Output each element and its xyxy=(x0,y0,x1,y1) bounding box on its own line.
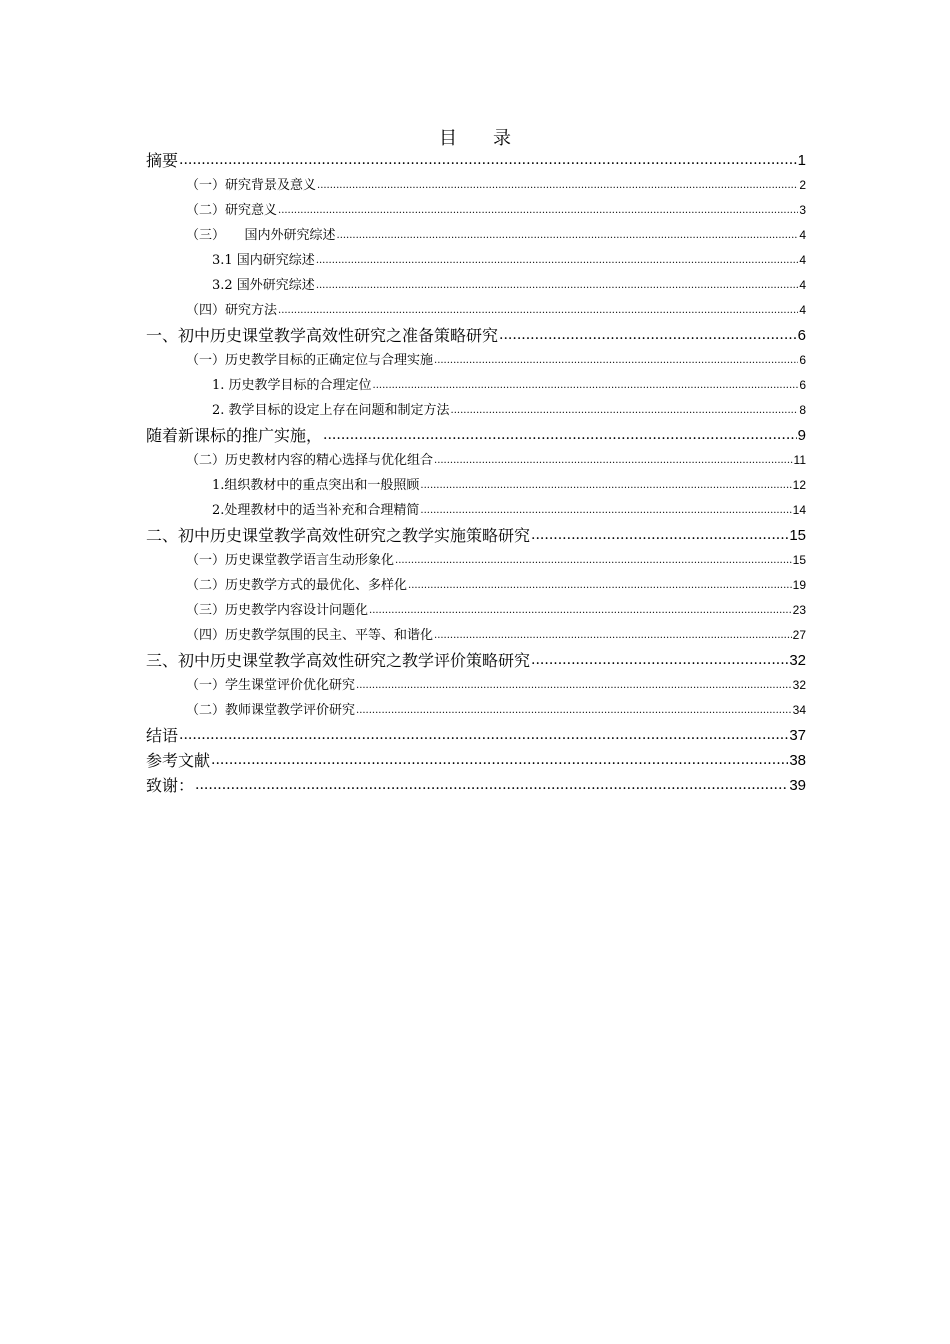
toc-dot-leader xyxy=(395,548,792,573)
toc-page-number: 39 xyxy=(789,777,806,794)
toc-entry-label: （二）研究意义 xyxy=(186,203,278,218)
toc-dot-leader xyxy=(317,173,798,198)
toc-entry[interactable] xyxy=(146,398,806,423)
toc-page-number: 4 xyxy=(799,278,806,292)
toc-page-number: 1 xyxy=(797,152,806,169)
toc-dot-leader xyxy=(356,673,792,698)
toc-page-number: 4 xyxy=(799,253,806,267)
toc-page-number: 4 xyxy=(799,303,806,317)
toc-page-number: 15 xyxy=(789,527,806,544)
toc-entry[interactable] xyxy=(146,773,806,798)
toc-entry[interactable] xyxy=(146,473,806,498)
toc-entry[interactable] xyxy=(146,623,806,648)
toc-dot-leader xyxy=(179,723,788,748)
toc-dot-leader xyxy=(337,223,799,248)
toc-entry[interactable] xyxy=(146,323,806,348)
toc-page-number: 32 xyxy=(789,652,806,669)
toc-entry-label: （二）历史教学方式的最优化、多样化 xyxy=(186,578,408,593)
toc-entry[interactable] xyxy=(146,348,806,373)
toc-entry[interactable] xyxy=(146,748,806,773)
toc-entry[interactable] xyxy=(146,673,806,698)
toc-entry[interactable] xyxy=(146,273,806,298)
toc-entry-label: （四）历史教学氛围的民主、平等、和谐化 xyxy=(186,628,434,643)
toc-dot-leader xyxy=(408,573,792,598)
toc-page-number: 32 xyxy=(792,678,806,692)
toc-entry[interactable] xyxy=(146,598,806,623)
toc-entry[interactable] xyxy=(146,548,806,573)
toc-entry-label: 二、初中历史课堂教学高效性研究之教学实施策略研究 xyxy=(146,526,531,545)
toc-entry-label: （二）教师课堂教学评价研究 xyxy=(186,703,356,718)
toc-dot-leader xyxy=(420,498,791,523)
toc-entry-label: 1. 历史教学目标的合理定位 xyxy=(212,378,372,393)
table-of-contents xyxy=(146,148,806,798)
toc-page-number: 4 xyxy=(799,228,806,242)
toc-entry[interactable] xyxy=(146,523,806,548)
toc-dot-leader xyxy=(195,773,788,798)
toc-entry-label: 1.组织教材中的重点突出和一般照顾 xyxy=(212,478,420,493)
toc-entry-label: 2.处理教材中的适当补充和合理精简 xyxy=(212,503,420,518)
toc-page-number: 11 xyxy=(793,453,806,467)
toc-entry[interactable] xyxy=(146,723,806,748)
toc-title: 目 录 xyxy=(439,128,511,149)
toc-entry-label: （一）研究背景及意义 xyxy=(186,178,317,193)
toc-entry[interactable] xyxy=(146,648,806,673)
toc-entry[interactable] xyxy=(146,448,806,473)
toc-dot-leader xyxy=(434,448,793,473)
toc-page-number: 27 xyxy=(792,628,806,642)
toc-page-number: 9 xyxy=(797,427,806,444)
toc-entry[interactable] xyxy=(146,198,806,223)
toc-dot-leader xyxy=(211,748,788,773)
toc-dot-leader xyxy=(434,623,792,648)
toc-page-number: 34 xyxy=(792,703,806,717)
toc-entry-label: 3.1 国内研究综述 xyxy=(212,253,315,268)
toc-dot-leader xyxy=(369,598,792,623)
toc-dot-leader xyxy=(531,648,788,673)
toc-entry[interactable] xyxy=(146,573,806,598)
toc-entry-label: （一）学生课堂评价优化研究 xyxy=(186,678,356,693)
toc-entry-label: 随着新课标的推广实施， xyxy=(146,426,323,445)
toc-page-number: 8 xyxy=(799,403,806,417)
toc-entry[interactable] xyxy=(146,498,806,523)
toc-entry[interactable] xyxy=(146,248,806,273)
toc-dot-leader xyxy=(356,698,792,723)
toc-entry-label: 三、初中历史课堂教学高效性研究之教学评价策略研究 xyxy=(146,651,531,670)
toc-dot-leader xyxy=(373,373,799,398)
toc-page-number: 38 xyxy=(789,752,806,769)
toc-dot-leader xyxy=(278,298,798,323)
toc-dot-leader xyxy=(316,248,799,273)
toc-dot-leader xyxy=(531,523,788,548)
toc-page-number: 12 xyxy=(792,478,806,492)
toc-entry-label: （一）历史教学目标的正确定位与合理实施 xyxy=(186,353,434,368)
toc-page-number: 15 xyxy=(792,553,806,567)
toc-entry[interactable] xyxy=(146,173,806,198)
toc-entry-label: 参考文献 xyxy=(146,751,211,770)
toc-entry-label: 摘要 xyxy=(146,151,179,170)
toc-entry[interactable] xyxy=(146,373,806,398)
toc-page-number: 6 xyxy=(799,378,806,392)
toc-dot-leader xyxy=(420,473,791,498)
toc-entry-label: （三）历史教学内容设计问题化 xyxy=(186,603,369,618)
toc-entry-label: （四）研究方法 xyxy=(186,303,278,318)
toc-page-number: 23 xyxy=(792,603,806,617)
toc-dot-leader xyxy=(179,148,797,173)
toc-page-number: 37 xyxy=(789,727,806,744)
toc-entry[interactable] xyxy=(146,223,806,248)
toc-entry-label: 2. 教学目标的设定上存在问题和制定方法 xyxy=(212,403,450,418)
toc-entry-label: （一）历史课堂教学语言生动形象化 xyxy=(186,553,395,568)
toc-dot-leader xyxy=(499,323,797,348)
toc-entry[interactable] xyxy=(146,298,806,323)
toc-entry[interactable] xyxy=(146,423,806,448)
toc-dot-leader xyxy=(451,398,799,423)
toc-page-number: 2 xyxy=(799,178,806,192)
toc-dot-leader xyxy=(434,348,798,373)
toc-page-number: 19 xyxy=(792,578,806,592)
toc-page-number: 6 xyxy=(797,327,806,344)
toc-page-number: 6 xyxy=(799,353,806,367)
toc-page-number: 3 xyxy=(799,203,806,217)
toc-entry-label: 致谢： xyxy=(146,776,195,795)
toc-entry[interactable] xyxy=(146,148,806,173)
toc-entry-label: （三） 国内外研究综述 xyxy=(186,228,336,243)
toc-entry-label: 结语 xyxy=(146,726,179,745)
toc-dot-leader xyxy=(316,273,799,298)
toc-dot-leader xyxy=(278,198,798,223)
toc-entry-label: 一、初中历史课堂教学高效性研究之准备策略研究 xyxy=(146,326,499,345)
toc-entry-label: 3.2 国外研究综述 xyxy=(212,278,315,293)
toc-entry-label: （二）历史教材内容的精心选择与优化组合 xyxy=(186,453,434,468)
toc-page-number: 14 xyxy=(792,503,806,517)
toc-dot-leader xyxy=(323,423,797,448)
toc-entry[interactable] xyxy=(146,698,806,723)
